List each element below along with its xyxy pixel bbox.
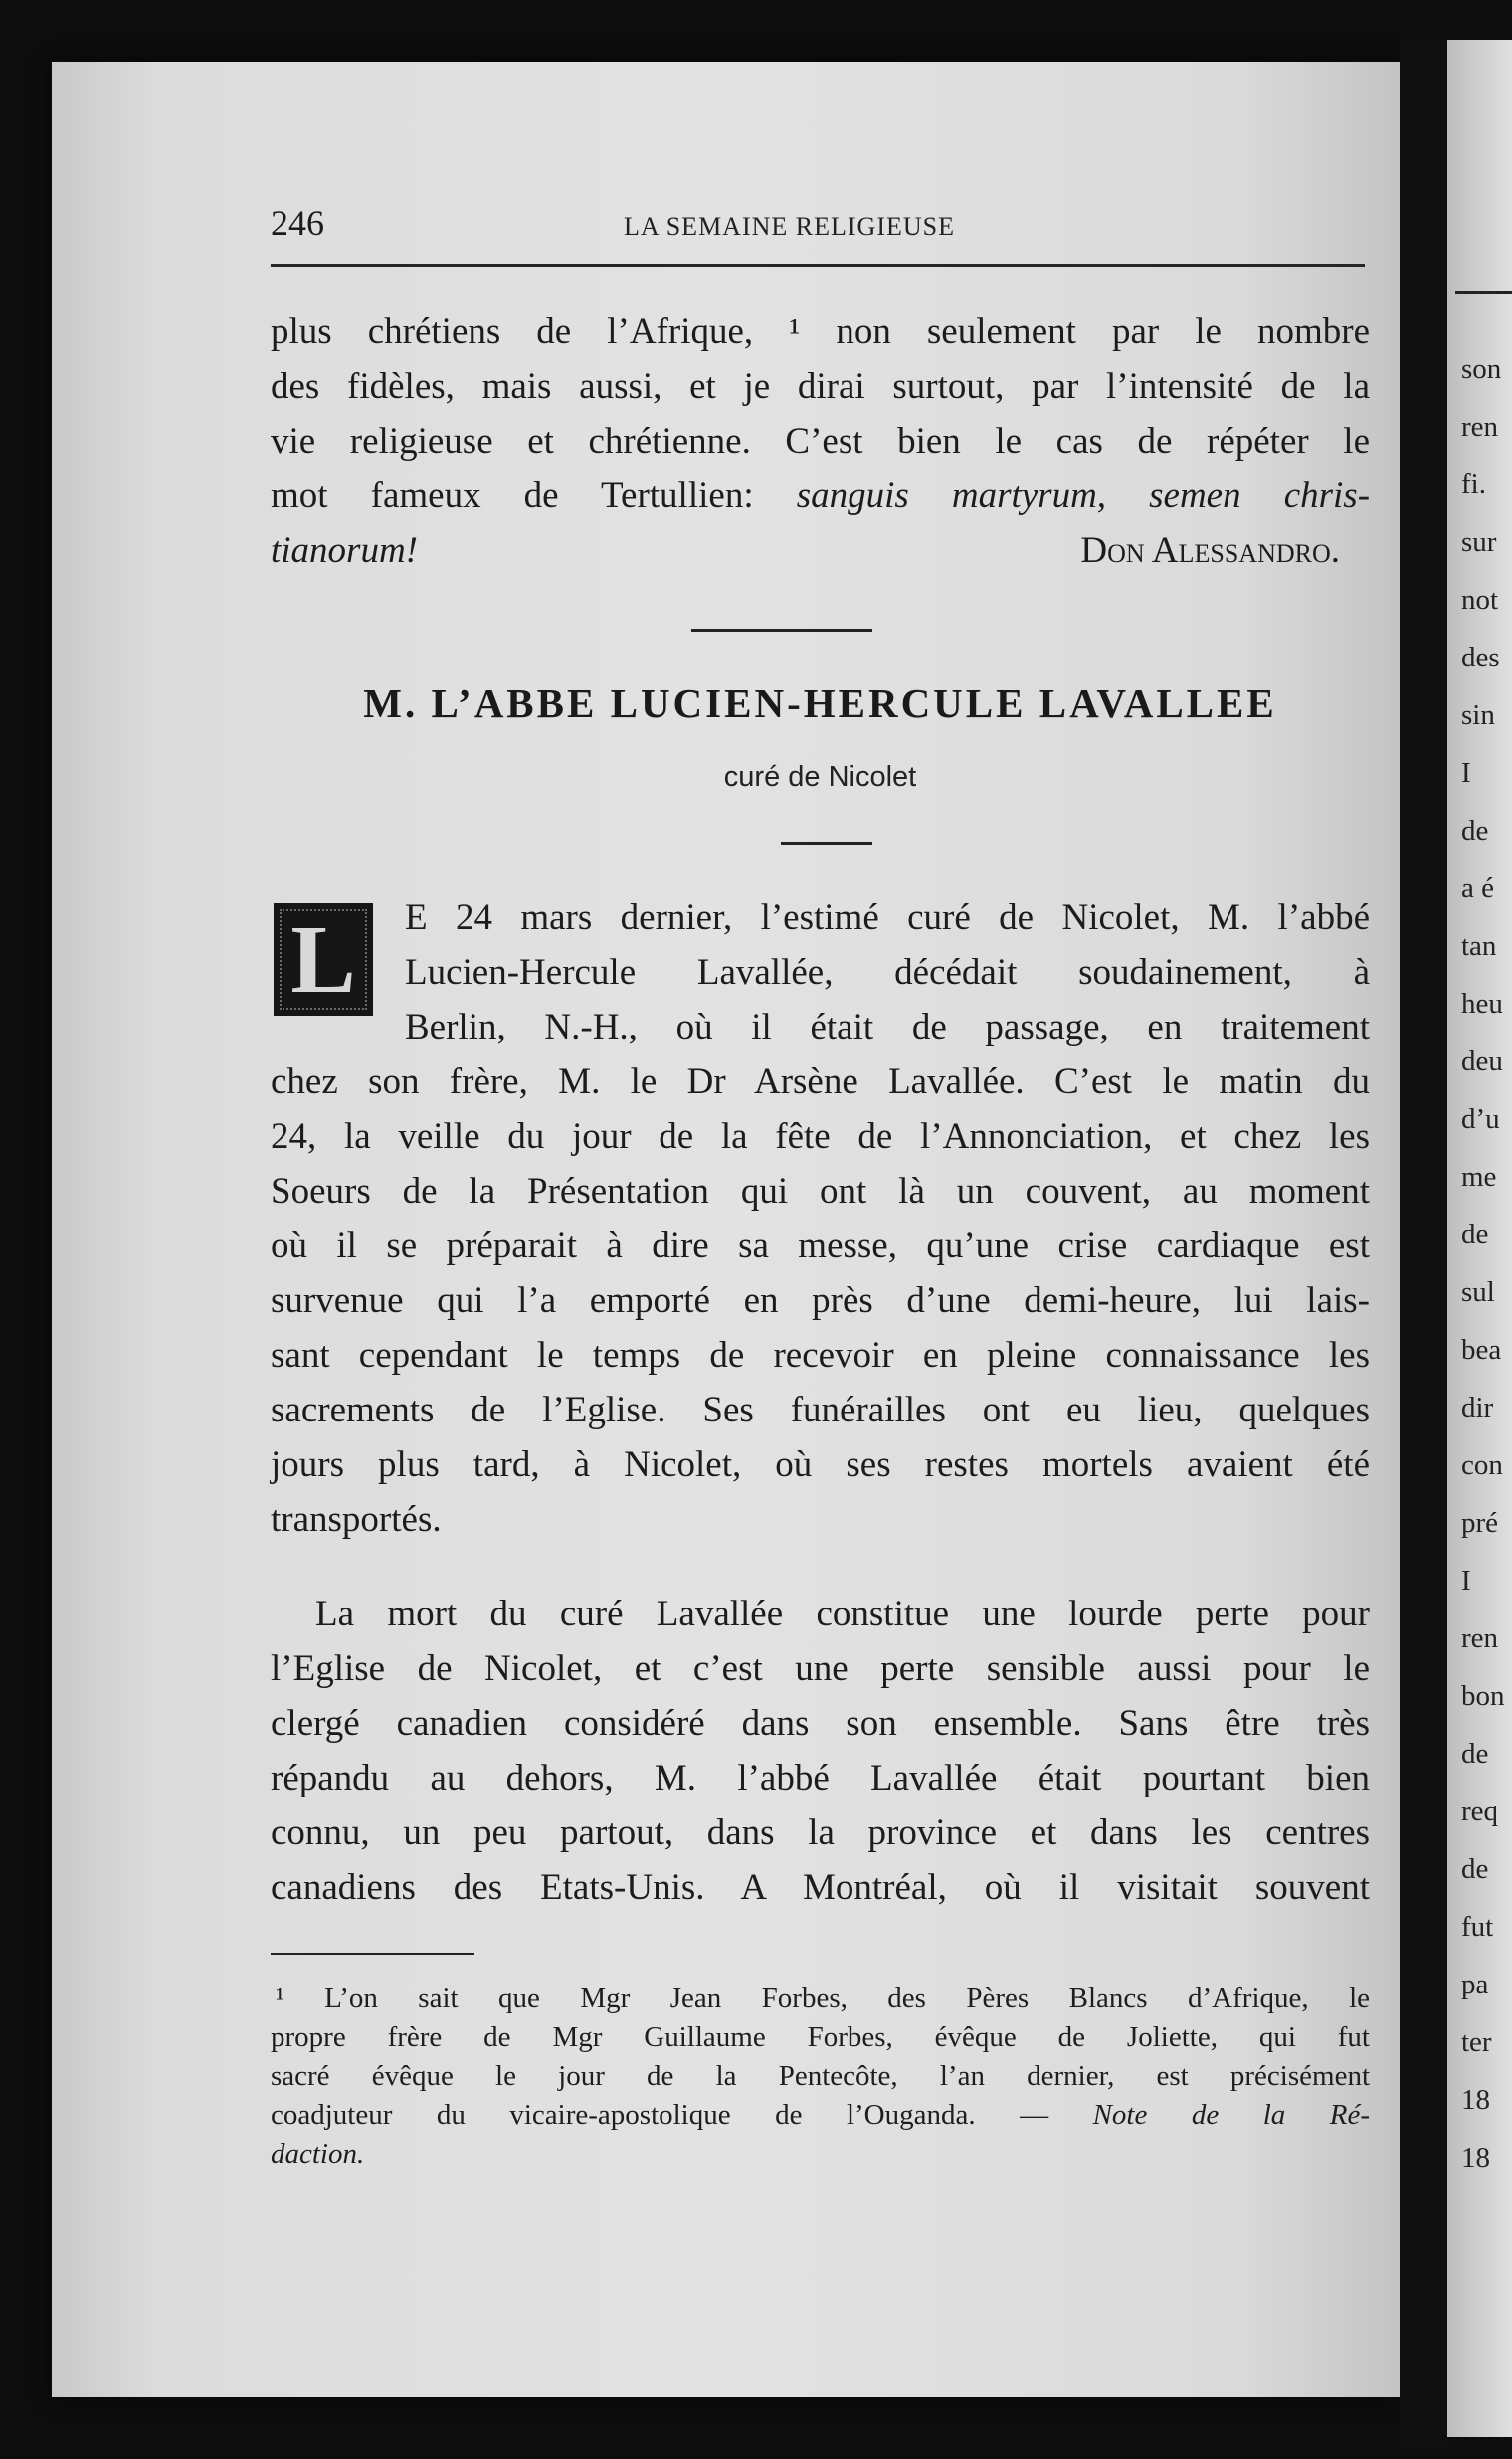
text-segment: mot fameux de Tertullien: [271, 475, 754, 516]
text-line: transportés. [271, 1499, 442, 1540]
footnote [271, 1980, 1370, 2174]
adjacent-page-fragment-line: de [1461, 1219, 1489, 1250]
footnote-line [271, 2096, 1370, 2135]
adjacent-page-fragment [1447, 40, 1512, 2437]
article-title: M. L’ABBE LUCIEN-HERCULE LAVALLEE [363, 680, 1277, 726]
adjacent-page-fragment-line: ren [1461, 1622, 1499, 1654]
text-line: jours plus tard, à Nicolet, où ses restes mortels avaient été [271, 1444, 1370, 1485]
adjacent-page-fragment-line: pa [1461, 1969, 1489, 2000]
adjacent-page-fragment-line: bea [1461, 1334, 1502, 1366]
running-head [271, 202, 1365, 252]
adjacent-page-fragment-line: bon [1461, 1680, 1505, 1712]
footnote-line [271, 2135, 1370, 2174]
footnote-line: sacré évêque le jour de la Pentecôte, l’an dernier, est précisément [271, 2060, 1370, 2092]
adjacent-page-fragment-line: 18 [1461, 2084, 1490, 2116]
text-line: Soeurs de la Présentation qui ont là un couvent, au moment [271, 1171, 1370, 1212]
page-number: 246 [271, 203, 324, 243]
adjacent-page-fragment-line: tan [1461, 930, 1497, 962]
text-line: répandu au dehors, M. l’abbé Lavallée était pourtant bien [271, 1758, 1370, 1798]
adjacent-page-fragment-line: deu [1461, 1045, 1503, 1077]
text-line: 24, la veille du jour de la fête de l’Annonciation, et chez les [271, 1116, 1370, 1157]
adjacent-page-fragment-line: heu [1461, 988, 1503, 1020]
adjacent-page-fragment-line: con [1461, 1449, 1503, 1481]
footnote-line: ¹ L’on sait que Mgr Jean Forbes, des Pères Blancs d’Afrique, le [276, 1983, 1370, 2014]
text-line: sacrements de l’Eglise. Ses funérailles ont eu lieu, quelques [271, 1390, 1370, 1430]
adjacent-page-fragment-line: I [1461, 1565, 1471, 1597]
adjacent-page-rule [1455, 291, 1512, 294]
adjacent-page-fragment-line: a é [1461, 872, 1494, 904]
text-line: survenue qui l’a emporté en près d’une demi-heure, lui lais- [271, 1280, 1370, 1321]
section-separator [691, 629, 872, 632]
adjacent-page-fragment-line: de [1461, 1738, 1489, 1770]
text-line: des fidèles, mais aussi, et je dirai surtout, par l’intensité de la [271, 366, 1370, 407]
text-line: vie religieuse et chrétienne. C’est bien le cas de répéter le [271, 421, 1370, 462]
adjacent-page-fragment-line: ter [1461, 2026, 1492, 2058]
adjacent-page-fragment-line: sur [1461, 526, 1497, 558]
journal-title: LA SEMAINE RELIGIEUSE [624, 212, 955, 241]
adjacent-page-fragment-line: sul [1461, 1276, 1495, 1308]
adjacent-page-fragment-line: me [1461, 1161, 1497, 1193]
article-paragraph-1 [271, 890, 1370, 1547]
article-paragraph-2 [271, 1587, 1370, 1915]
latin-quote: sanguis martyrum, semen chris- [796, 475, 1371, 516]
title-separator [781, 842, 872, 845]
adjacent-page-fragment-line: ren [1461, 411, 1499, 443]
text-line: où il se préparait à dire sa messe, qu’une crise cardiaque est [271, 1226, 1370, 1266]
adjacent-page-fragment-line: pré [1461, 1507, 1499, 1539]
text-line: chez son frère, M. le Dr Arsène Lavallée. C’est le matin du [271, 1061, 1370, 1102]
adjacent-page-fragment-line: I [1461, 757, 1471, 789]
text-line: La mort du curé Lavallée constitue une lourde perte pour [315, 1594, 1370, 1634]
text-line: l’Eglise de Nicolet, et c’est une perte sensible aussi pour le [271, 1648, 1370, 1689]
text-line [271, 523, 1370, 578]
previous-article-ending [271, 304, 1370, 578]
adjacent-page-text [1461, 340, 1505, 2186]
adjacent-page-fragment-line: de [1461, 815, 1489, 847]
text-line: E 24 mars dernier, l’estimé curé de Nicolet, M. l’abbé [405, 897, 1370, 938]
author-signature: Don Alessandro. [1080, 530, 1340, 571]
binding-gutter [1400, 40, 1447, 2447]
footnote-rule [271, 1953, 474, 1955]
latin-quote-end: tianorum! [271, 530, 418, 571]
adjacent-page-fragment-line: d’u [1461, 1103, 1500, 1135]
adjacent-page-fragment-line: fi. [1461, 469, 1486, 500]
text-line: connu, un peu partout, dans la province et dans les centres [271, 1812, 1370, 1853]
text-line: plus chrétiens de l’Afrique, ¹ non seulement par le nombre [271, 311, 1370, 352]
adjacent-page-fragment-line: de [1461, 1853, 1489, 1885]
adjacent-page-fragment-line: fut [1461, 1911, 1494, 1943]
adjacent-page-fragment-line: son [1461, 353, 1502, 385]
text-segment: coadjuteur du vicaire-apostolique de l’Ouganda. — [271, 2099, 1049, 2131]
adjacent-page-fragment-line: des [1461, 642, 1500, 673]
adjacent-page-fragment-line: sin [1461, 699, 1495, 731]
adjacent-page-fragment-line: req [1461, 1796, 1499, 1827]
editor-note: Note de la Ré- [1092, 2099, 1371, 2131]
footnote-line: propre frère de Mgr Guillaume Forbes, évêque de Joliette, qui fut [271, 2021, 1370, 2053]
header-rule [271, 264, 1365, 267]
text-line: Berlin, N.-H., où il était de passage, en traitement [405, 1007, 1370, 1047]
adjacent-page-fragment-line: not [1461, 584, 1499, 616]
text-line: clergé canadien considéré dans son ensemble. Sans être très [271, 1703, 1370, 1744]
adjacent-page-fragment-line: 18 [1461, 2142, 1490, 2174]
text-line: sant cependant le temps de recevoir en pleine connaissance les [271, 1335, 1370, 1376]
article-subtitle: curé de Nicolet [723, 761, 917, 793]
editor-note-end: daction. [271, 2138, 365, 2170]
text-line: Lucien-Hercule Lavallée, décédait soudainement, à [405, 952, 1370, 993]
drop-cap-initial: L [274, 903, 373, 1016]
text-line: canadiens des Etats-Unis. A Montréal, où il visitait souvent [271, 1867, 1370, 1908]
adjacent-page-fragment-line: dir [1461, 1392, 1494, 1423]
text-line [271, 469, 1370, 523]
